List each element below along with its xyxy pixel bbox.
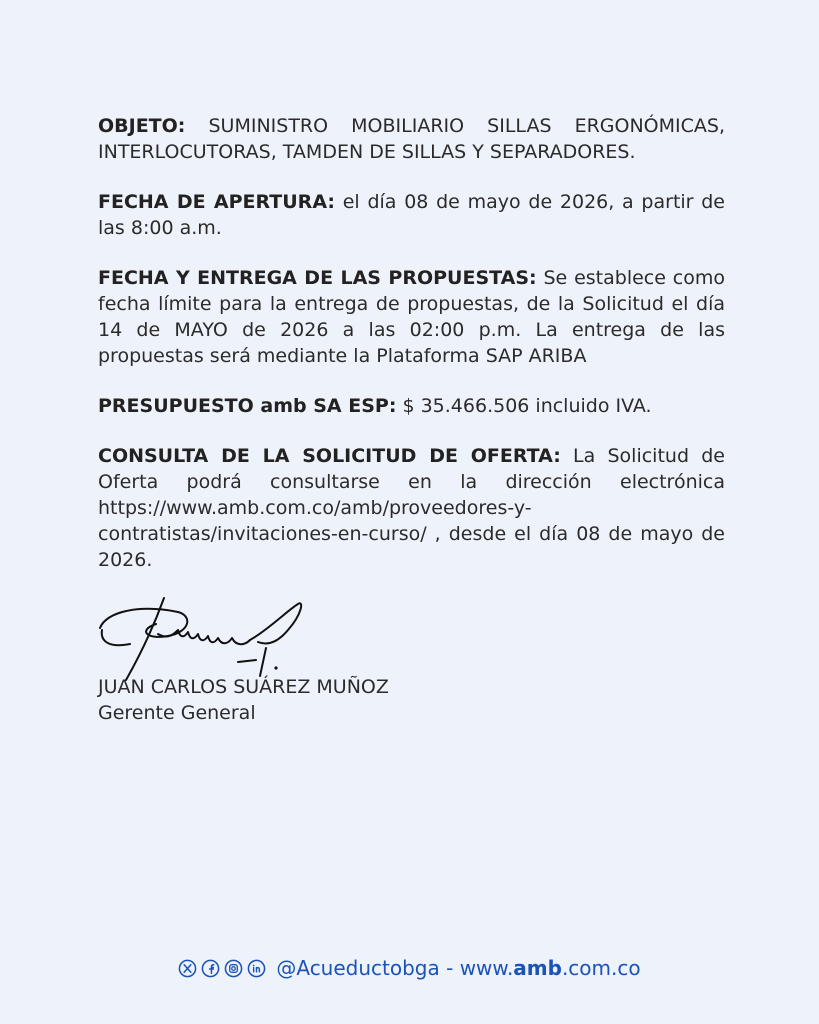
document-body — [98, 113, 725, 597]
consulta-text: La Solicitud de Oferta podrá consultarse en la dirección electrónica https://www.amb.com.co/amb/proveedores-y-contratistas/invitaciones-en-curso/ , desde el día 08 de mayo de 2026. — [98, 445, 725, 571]
linkedin-icon[interactable] — [247, 959, 266, 978]
presupuesto-text: $ 35.466.506 incluido IVA. — [396, 395, 652, 417]
objeto-text: SUMINISTRO MOBILIARIO SILLAS ERGONÓMICAS, INTERLOCUTORAS, TAMDEN DE SILLAS Y SEPARADORES. — [98, 115, 725, 163]
website-prefix: www. — [459, 956, 514, 980]
signer-name: JUAN CARLOS SUÁREZ MUÑOZ — [98, 676, 389, 698]
website-brand: amb — [513, 956, 562, 980]
social-icons — [178, 959, 266, 978]
objeto-paragraph — [98, 113, 725, 165]
fecha-entrega-label: FECHA Y ENTREGA DE LAS PROPUESTAS: — [98, 267, 537, 289]
website-suffix: .com.co — [561, 956, 641, 980]
signer-title: Gerente General — [98, 702, 256, 724]
footer — [0, 956, 819, 980]
fecha-apertura-label: FECHA DE APERTURA: — [98, 191, 335, 213]
signature-block — [98, 590, 458, 730]
social-handle-link[interactable]: @Acueductobga — [276, 956, 440, 980]
website-link[interactable] — [460, 956, 641, 980]
fecha-entrega-text: Se establece como fecha límite para la entrega de propuestas, de la Solicitud el día 14 de MAYO de 2026 a las 02:00 p.m. La entrega de las propuestas será mediante la Plataforma SAP ARIBA — [98, 267, 725, 367]
x-icon[interactable] — [178, 959, 197, 978]
facebook-icon[interactable] — [201, 959, 220, 978]
fecha-apertura-paragraph — [98, 189, 725, 241]
consulta-paragraph — [98, 443, 725, 573]
footer-separator: - — [439, 956, 460, 980]
presupuesto-paragraph — [98, 393, 725, 419]
consulta-label: CONSULTA DE LA SOLICITUD DE OFERTA: — [98, 445, 561, 467]
instagram-icon[interactable] — [224, 959, 243, 978]
objeto-label: OBJETO: — [98, 115, 186, 137]
footer-contact — [276, 956, 640, 980]
fecha-entrega-paragraph — [98, 265, 725, 369]
presupuesto-label: PRESUPUESTO amb SA ESP: — [98, 395, 397, 417]
fecha-apertura-text: el día 08 de mayo de 2026, a partir de las 8:00 a.m. — [98, 191, 725, 239]
